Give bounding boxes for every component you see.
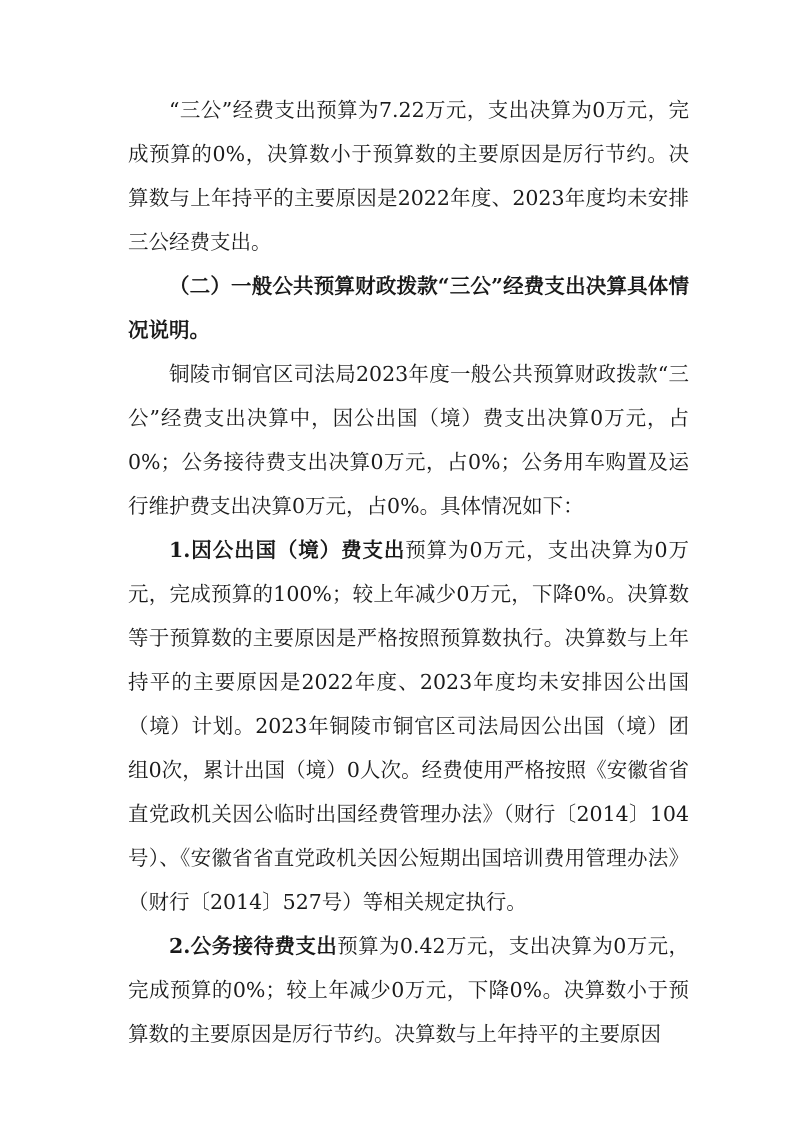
paragraph <box>128 352 689 528</box>
document-body <box>128 88 689 1056</box>
text-run-emphasis: 2.公务接待费支出 <box>169 934 338 958</box>
text-run: 铜陵市铜官区司法局2023年度一般公共预算财政拨款“三公”经费支出决算中，因公出国（境）费支出决算0万元，占0%；公务接待费支出决算0万元，占0%；公务用车购置及运行维护费支出决算0万元，占0%。具体情况如下： <box>128 362 689 518</box>
paragraph <box>128 528 689 924</box>
paragraph <box>128 264 689 352</box>
text-run: 预算为0.42万元，支出决算为0万元，完成预算的0%；较上年减少0万元，下降0%。决算数小于预算数的主要原因是厉行节约。决算数与上年持平的主要原因 <box>128 934 690 1046</box>
paragraph <box>128 88 689 264</box>
text-run-emphasis: （二）一般公共预算财政拨款“三公”经费支出决算具体情况说明。 <box>128 274 689 342</box>
text-run-emphasis: 1.因公出国（境）费支出 <box>169 538 406 562</box>
paragraph <box>128 924 689 1056</box>
text-run: 预算为0万元，支出决算为0万元，完成预算的100%；较上年减少0万元，下降0%。决算数等于预算数的主要原因是严格按照预算数执行。决算数与上年持平的主要原因是2022年度、2023年度均未安排因公出国（境）计划。2023年铜陵市铜官区司法局因公出国（境）团组0次，累计出国（境）0人次。经费使用严格按照《安徽省省直党政机关因公临时出国经费管理办法》（财行〔2014〕104号）、《安徽省省直党政机关因公短期出国培训费用管理办法》（财行〔2014〕527号）等相关规定执行。 <box>128 538 689 914</box>
text-run: “三公”经费支出预算为7.22万元，支出决算为0万元，完成预算的0%，决算数小于预算数的主要原因是厉行节约。决算数与上年持平的主要原因是2022年度、2023年度均未安排三公经费支出。 <box>128 98 689 254</box>
